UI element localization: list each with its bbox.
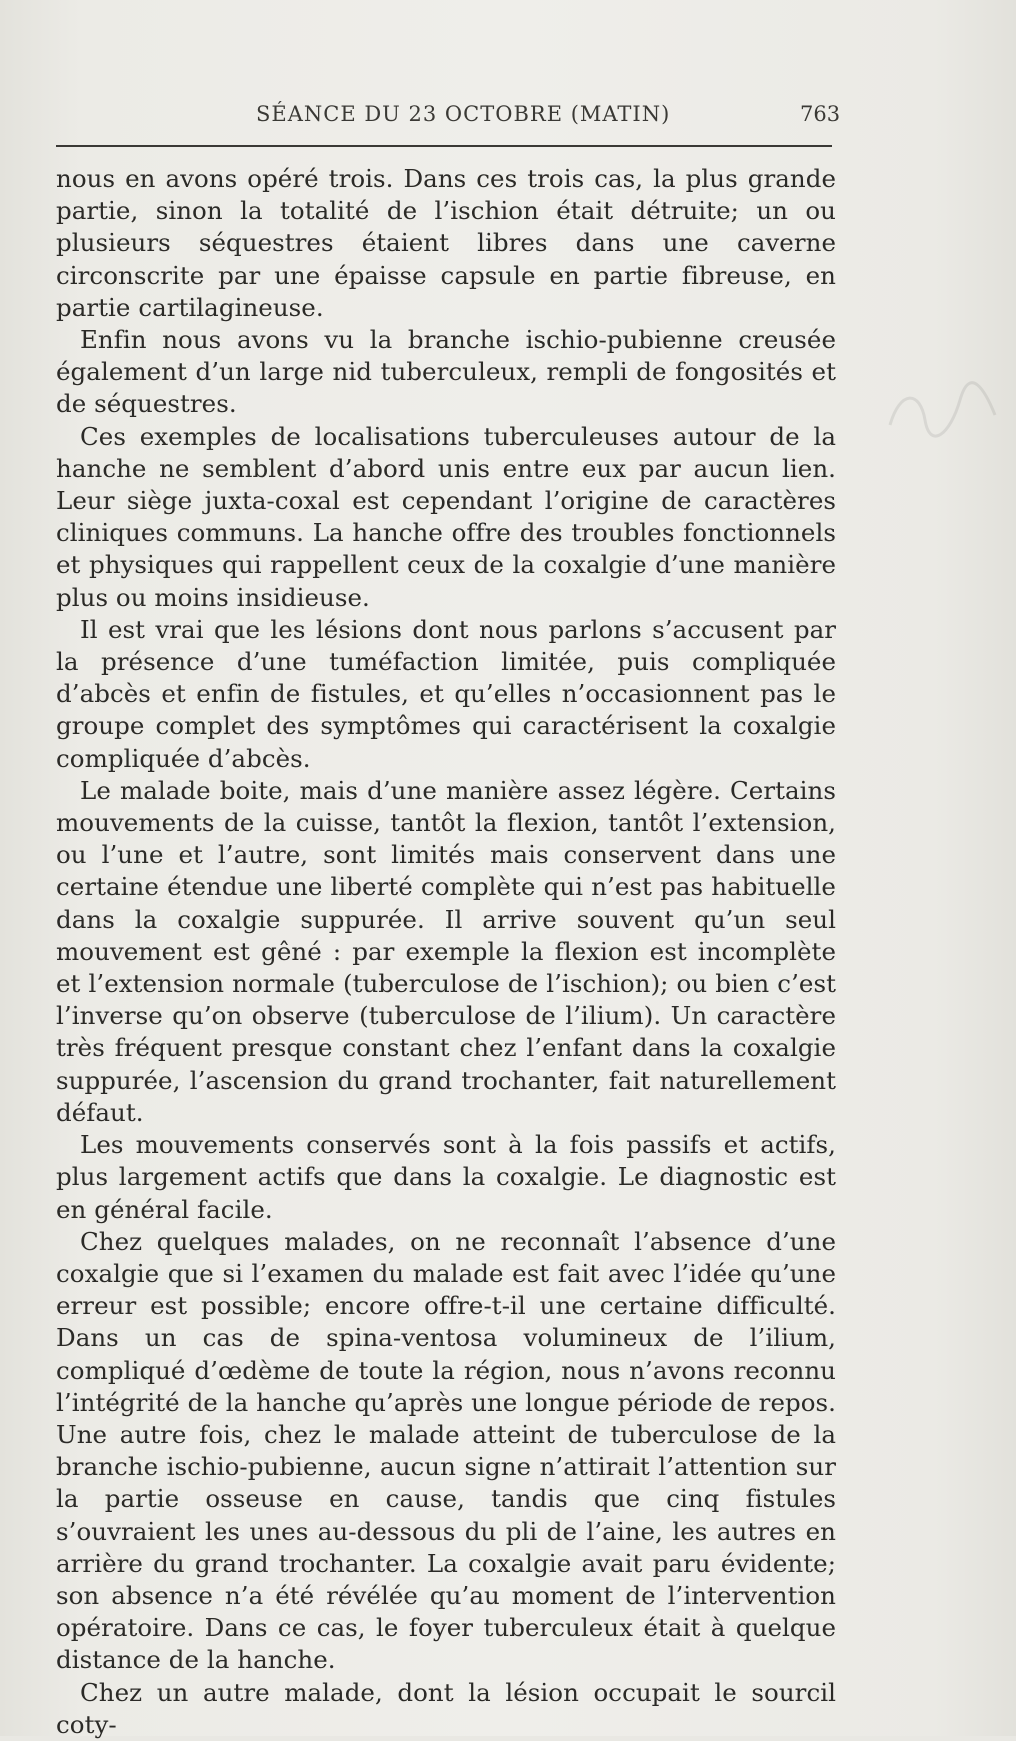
paragraph: Chez un autre malade, dont la lésion occupait le sourcil coty- xyxy=(56,1677,836,1739)
page-number: 763 xyxy=(800,102,841,126)
running-title: SÉANCE DU 23 OCTOBRE (MATIN) xyxy=(256,102,671,126)
body-text xyxy=(56,163,836,1741)
margin-pencil-mark xyxy=(880,380,1000,440)
paragraph: Les mouvements conservés sont à la fois passifs et actifs, plus largement actifs que dans la coxalgie. Le diagnostic est en général facile. xyxy=(56,1130,836,1224)
paragraph: Il est vrai que les lésions dont nous parlons s’accusent par la présence d’une tuméfaction limitée, puis compliquée d’abcès et enfin de fistules, et qu’elles n’occasionnent pas le groupe complet des symptômes qui caractérisent la coxalgie compliquée d’abcès. xyxy=(56,614,836,773)
paragraph: Le malade boite, mais d’une manière assez légère. Certains mouvements de la cuisse, tantôt la flexion, tantôt l’extension, ou l’une et l’autre, sont limités mais conservent dans une certaine étendue une liberté complète qui n’est pas habituelle dans la coxalgie suppurée. Il arrive souvent qu’un seul mouvement est gêné : par exemple la flexion est incomplète et l’extension normale (tuberculose de l’ischion); ou bien c’est l’inverse qu’on observe (tuberculose de l’ilium). Un caractère très fréquent presque constant chez l’enfant dans la coxalgie suppurée, l’ascension du grand trochanter, fait naturellement défaut. xyxy=(56,775,836,1127)
running-head xyxy=(56,102,836,132)
header-rule xyxy=(56,145,832,147)
paragraph: Chez quelques malades, on ne reconnaît l’absence d’une coxalgie que si l’examen du malade est fait avec l’idée qu’une erreur est possible; encore offre-t-il une certaine difficulté. Dans un cas de spina-ventosa volumineux de l’ilium, compliqué d’œdème de toute la région, nous n’avons reconnu l’intégrité de la hanche qu’après une longue période de repos. Une autre fois, chez le malade atteint de tuberculose de la branche ischio-pubienne, aucun signe n’attirait l’attention sur la partie osseuse en cause, tandis que cinq fistules s’ouvraient les unes au-dessous du pli de l’aine, les autres en arrière du grand trochanter. La coxalgie avait paru évidente; son absence n’a été révélée qu’au moment de l’intervention opératoire. Dans ce cas, le foyer tuberculeux était à quelque distance de la hanche. xyxy=(56,1226,836,1675)
paragraph: Enfin nous avons vu la branche ischio-pubienne creusée également d’un large nid tuberculeux, rempli de fongosités et de séquestres. xyxy=(56,325,836,419)
paragraph: nous en avons opéré trois. Dans ces trois cas, la plus grande partie, sinon la totalité de l’ischion était détruite; un ou plusieurs séquestres étaient libres dans une caverne circonscrite par une épaisse capsule en partie fibreuse, en partie cartilagineuse. xyxy=(56,164,836,322)
paragraph: Ces exemples de localisations tuberculeuses autour de la hanche ne semblent d’abord unis entre eux par aucun lien. Leur siège juxta-coxal est cependant l’origine de caractères cliniques communs. La hanche offre des troubles fonctionnels et physiques qui rappellent ceux de la coxalgie d’une manière plus ou moins insidieuse. xyxy=(56,421,836,612)
